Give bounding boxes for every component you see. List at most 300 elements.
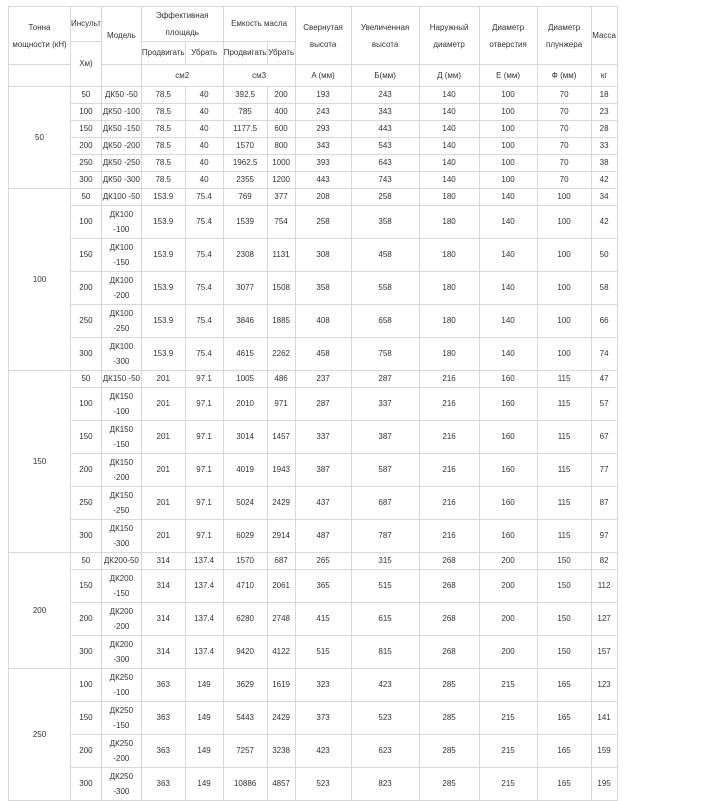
spec-table-body	[9, 87, 618, 801]
area-retract-cell: 40	[185, 138, 223, 155]
bore-diameter-cell: 140	[479, 305, 537, 338]
area-extend-cell: 201	[141, 371, 185, 388]
weight-cell: 74	[591, 338, 617, 371]
plunger-diameter-cell: 150	[537, 603, 591, 636]
area-retract-cell: 149	[185, 735, 223, 768]
header-tonnage: Тонна мощности (кН)	[9, 7, 71, 65]
unit-weight: кг	[591, 65, 617, 87]
weight-cell: 38	[591, 155, 617, 172]
oil-extend-cell: 4710	[223, 570, 267, 603]
plunger-diameter-cell: 115	[537, 371, 591, 388]
oil-retract-cell: 1619	[267, 669, 295, 702]
weight-cell: 66	[591, 305, 617, 338]
stroke-cell: 200	[71, 138, 102, 155]
header-stroke: Инсульт	[71, 7, 102, 42]
area-extend-cell: 314	[141, 553, 185, 570]
oil-retract-cell: 2061	[267, 570, 295, 603]
header-collapsed-height: Свернутая высота	[295, 7, 351, 65]
area-retract-cell: 75.4	[185, 305, 223, 338]
model-cell: ДК100 -300	[101, 338, 141, 371]
outer-diameter-cell: 180	[419, 206, 479, 239]
table-row	[9, 735, 618, 768]
area-retract-cell: 137.4	[185, 603, 223, 636]
area-retract-cell: 75.4	[185, 272, 223, 305]
oil-extend-cell: 5024	[223, 487, 267, 520]
plunger-diameter-cell: 115	[537, 454, 591, 487]
stroke-cell: 150	[71, 570, 102, 603]
area-extend-cell: 314	[141, 636, 185, 669]
unit-tonnage	[9, 65, 71, 87]
collapsed-height-cell: 265	[295, 553, 351, 570]
plunger-diameter-cell: 100	[537, 305, 591, 338]
extended-height-cell: 287	[351, 371, 419, 388]
oil-retract-cell: 1457	[267, 421, 295, 454]
collapsed-height-cell: 208	[295, 189, 351, 206]
unit-outer: Д (мм)	[419, 65, 479, 87]
outer-diameter-cell: 216	[419, 388, 479, 421]
extended-height-cell: 458	[351, 239, 419, 272]
header-outer-diameter: Наружный диаметр	[419, 7, 479, 65]
weight-cell: 195	[591, 768, 617, 801]
plunger-diameter-cell: 70	[537, 172, 591, 189]
tonnage-cell: 150	[9, 371, 71, 553]
area-retract-cell: 75.4	[185, 338, 223, 371]
header-oil-retract: Убрать	[267, 42, 295, 65]
bore-diameter-cell: 140	[479, 206, 537, 239]
oil-retract-cell: 400	[267, 104, 295, 121]
collapsed-height-cell: 408	[295, 305, 351, 338]
outer-diameter-cell: 180	[419, 189, 479, 206]
bore-diameter-cell: 160	[479, 371, 537, 388]
weight-cell: 57	[591, 388, 617, 421]
oil-extend-cell: 4019	[223, 454, 267, 487]
bore-diameter-cell: 100	[479, 104, 537, 121]
model-cell: ДК50 -300	[101, 172, 141, 189]
collapsed-height-cell: 287	[295, 388, 351, 421]
tonnage-cell: 50	[9, 87, 71, 189]
extended-height-cell: 787	[351, 520, 419, 553]
outer-diameter-cell: 140	[419, 87, 479, 104]
stroke-cell: 250	[71, 487, 102, 520]
oil-extend-cell: 3077	[223, 272, 267, 305]
area-extend-cell: 153.9	[141, 206, 185, 239]
oil-extend-cell: 1570	[223, 553, 267, 570]
extended-height-cell: 337	[351, 388, 419, 421]
plunger-diameter-cell: 70	[537, 104, 591, 121]
tonnage-cell: 100	[9, 189, 71, 371]
weight-cell: 34	[591, 189, 617, 206]
oil-extend-cell: 1962.5	[223, 155, 267, 172]
oil-extend-cell: 6029	[223, 520, 267, 553]
area-extend-cell: 363	[141, 669, 185, 702]
oil-extend-cell: 2355	[223, 172, 267, 189]
area-extend-cell: 153.9	[141, 338, 185, 371]
area-extend-cell: 363	[141, 702, 185, 735]
oil-extend-cell: 3846	[223, 305, 267, 338]
outer-diameter-cell: 268	[419, 570, 479, 603]
weight-cell: 82	[591, 553, 617, 570]
tonnage-cell: 200	[9, 553, 71, 669]
stroke-cell: 300	[71, 172, 102, 189]
outer-diameter-cell: 268	[419, 553, 479, 570]
plunger-diameter-cell: 115	[537, 520, 591, 553]
oil-extend-cell: 1539	[223, 206, 267, 239]
oil-extend-cell: 3014	[223, 421, 267, 454]
oil-retract-cell: 1131	[267, 239, 295, 272]
bore-diameter-cell: 140	[479, 189, 537, 206]
outer-diameter-cell: 268	[419, 603, 479, 636]
area-extend-cell: 78.5	[141, 155, 185, 172]
table-row	[9, 702, 618, 735]
extended-height-cell: 623	[351, 735, 419, 768]
bore-diameter-cell: 160	[479, 421, 537, 454]
area-retract-cell: 75.4	[185, 206, 223, 239]
area-retract-cell: 97.1	[185, 388, 223, 421]
table-row	[9, 155, 618, 172]
area-extend-cell: 201	[141, 421, 185, 454]
table-row	[9, 768, 618, 801]
stroke-cell: 300	[71, 768, 102, 801]
table-row	[9, 487, 618, 520]
area-extend-cell: 78.5	[141, 172, 185, 189]
outer-diameter-cell: 285	[419, 735, 479, 768]
collapsed-height-cell: 237	[295, 371, 351, 388]
area-retract-cell: 149	[185, 768, 223, 801]
weight-cell: 112	[591, 570, 617, 603]
collapsed-height-cell: 443	[295, 172, 351, 189]
bore-diameter-cell: 160	[479, 388, 537, 421]
extended-height-cell: 658	[351, 305, 419, 338]
area-extend-cell: 201	[141, 487, 185, 520]
area-extend-cell: 363	[141, 768, 185, 801]
weight-cell: 28	[591, 121, 617, 138]
area-retract-cell: 137.4	[185, 636, 223, 669]
header-weight: Масса	[591, 7, 617, 65]
weight-cell: 23	[591, 104, 617, 121]
collapsed-height-cell: 515	[295, 636, 351, 669]
model-cell: ДК50 -250	[101, 155, 141, 172]
oil-retract-cell: 971	[267, 388, 295, 421]
collapsed-height-cell: 365	[295, 570, 351, 603]
extended-height-cell: 387	[351, 421, 419, 454]
extended-height-cell: 523	[351, 702, 419, 735]
table-row	[9, 121, 618, 138]
outer-diameter-cell: 140	[419, 155, 479, 172]
area-retract-cell: 149	[185, 702, 223, 735]
model-cell: ДК150 -200	[101, 454, 141, 487]
unit-model	[101, 65, 141, 87]
table-row	[9, 172, 618, 189]
plunger-diameter-cell: 100	[537, 272, 591, 305]
bore-diameter-cell: 160	[479, 520, 537, 553]
table-row	[9, 454, 618, 487]
outer-diameter-cell: 180	[419, 239, 479, 272]
weight-cell: 33	[591, 138, 617, 155]
collapsed-height-cell: 487	[295, 520, 351, 553]
area-retract-cell: 97.1	[185, 454, 223, 487]
unit-bore: E (мм)	[479, 65, 537, 87]
oil-extend-cell: 7257	[223, 735, 267, 768]
oil-retract-cell: 2748	[267, 603, 295, 636]
plunger-diameter-cell: 115	[537, 421, 591, 454]
model-cell: ДК100 -50	[101, 189, 141, 206]
oil-extend-cell: 769	[223, 189, 267, 206]
outer-diameter-cell: 140	[419, 104, 479, 121]
weight-cell: 87	[591, 487, 617, 520]
model-cell: ДК150 -150	[101, 421, 141, 454]
collapsed-height-cell: 523	[295, 768, 351, 801]
area-retract-cell: 40	[185, 121, 223, 138]
collapsed-height-cell: 293	[295, 121, 351, 138]
extended-height-cell: 258	[351, 189, 419, 206]
oil-retract-cell: 1000	[267, 155, 295, 172]
area-extend-cell: 78.5	[141, 104, 185, 121]
area-retract-cell: 149	[185, 669, 223, 702]
bore-diameter-cell: 215	[479, 669, 537, 702]
collapsed-height-cell: 437	[295, 487, 351, 520]
oil-retract-cell: 1943	[267, 454, 295, 487]
area-retract-cell: 97.1	[185, 371, 223, 388]
area-extend-cell: 153.9	[141, 272, 185, 305]
bore-diameter-cell: 100	[479, 121, 537, 138]
header-extended-height: Увеличенная высота	[351, 7, 419, 65]
oil-retract-cell: 800	[267, 138, 295, 155]
plunger-diameter-cell: 70	[537, 155, 591, 172]
oil-retract-cell: 754	[267, 206, 295, 239]
outer-diameter-cell: 180	[419, 338, 479, 371]
collapsed-height-cell: 343	[295, 138, 351, 155]
stroke-cell: 250	[71, 155, 102, 172]
oil-extend-cell: 2010	[223, 388, 267, 421]
area-extend-cell: 153.9	[141, 189, 185, 206]
stroke-cell: 100	[71, 388, 102, 421]
oil-retract-cell: 2429	[267, 487, 295, 520]
outer-diameter-cell: 140	[419, 138, 479, 155]
outer-diameter-cell: 140	[419, 172, 479, 189]
model-cell: ДК150 -100	[101, 388, 141, 421]
stroke-cell: 50	[71, 553, 102, 570]
oil-extend-cell: 4615	[223, 338, 267, 371]
table-row	[9, 305, 618, 338]
model-cell: ДК150 -50	[101, 371, 141, 388]
model-cell: ДК50 -200	[101, 138, 141, 155]
weight-cell: 50	[591, 239, 617, 272]
unit-collapsed: A (мм)	[295, 65, 351, 87]
area-extend-cell: 153.9	[141, 305, 185, 338]
extended-height-cell: 758	[351, 338, 419, 371]
weight-cell: 42	[591, 206, 617, 239]
plunger-diameter-cell: 115	[537, 487, 591, 520]
table-row	[9, 104, 618, 121]
table-row	[9, 636, 618, 669]
model-cell: ДК100 -150	[101, 239, 141, 272]
bore-diameter-cell: 200	[479, 570, 537, 603]
oil-retract-cell: 1508	[267, 272, 295, 305]
bore-diameter-cell: 200	[479, 636, 537, 669]
weight-cell: 42	[591, 172, 617, 189]
stroke-cell: 100	[71, 206, 102, 239]
oil-extend-cell: 3629	[223, 669, 267, 702]
plunger-diameter-cell: 150	[537, 570, 591, 603]
collapsed-height-cell: 258	[295, 206, 351, 239]
extended-height-cell: 443	[351, 121, 419, 138]
collapsed-height-cell: 337	[295, 421, 351, 454]
bore-diameter-cell: 215	[479, 702, 537, 735]
area-extend-cell: 201	[141, 454, 185, 487]
table-row	[9, 189, 618, 206]
weight-cell: 123	[591, 669, 617, 702]
weight-cell: 127	[591, 603, 617, 636]
bore-diameter-cell: 140	[479, 272, 537, 305]
extended-height-cell: 823	[351, 768, 419, 801]
model-cell: ДК200 -150	[101, 570, 141, 603]
oil-retract-cell: 1200	[267, 172, 295, 189]
model-cell: ДК50 -150	[101, 121, 141, 138]
model-cell: ДК200-50	[101, 553, 141, 570]
oil-retract-cell: 4122	[267, 636, 295, 669]
model-cell: ДК250 -100	[101, 669, 141, 702]
extended-height-cell: 515	[351, 570, 419, 603]
weight-cell: 58	[591, 272, 617, 305]
bore-diameter-cell: 160	[479, 487, 537, 520]
header-area-extend: Продвигать	[141, 42, 185, 65]
plunger-diameter-cell: 70	[537, 138, 591, 155]
bore-diameter-cell: 200	[479, 603, 537, 636]
extended-height-cell: 243	[351, 87, 419, 104]
plunger-diameter-cell: 165	[537, 669, 591, 702]
bore-diameter-cell: 140	[479, 239, 537, 272]
model-cell: ДК250 -150	[101, 702, 141, 735]
collapsed-height-cell: 393	[295, 155, 351, 172]
table-row	[9, 603, 618, 636]
area-retract-cell: 40	[185, 87, 223, 104]
bore-diameter-cell: 100	[479, 172, 537, 189]
area-extend-cell: 78.5	[141, 138, 185, 155]
extended-height-cell: 543	[351, 138, 419, 155]
stroke-cell: 300	[71, 520, 102, 553]
collapsed-height-cell: 423	[295, 735, 351, 768]
model-cell: ДК100 -100	[101, 206, 141, 239]
model-cell: ДК250 -300	[101, 768, 141, 801]
stroke-cell: 150	[71, 702, 102, 735]
oil-extend-cell: 9420	[223, 636, 267, 669]
bore-diameter-cell: 100	[479, 87, 537, 104]
weight-cell: 157	[591, 636, 617, 669]
outer-diameter-cell: 285	[419, 669, 479, 702]
table-row	[9, 87, 618, 104]
stroke-cell: 200	[71, 454, 102, 487]
table-row	[9, 239, 618, 272]
weight-cell: 159	[591, 735, 617, 768]
table-row	[9, 421, 618, 454]
plunger-diameter-cell: 100	[537, 206, 591, 239]
oil-retract-cell: 2429	[267, 702, 295, 735]
oil-extend-cell: 5443	[223, 702, 267, 735]
area-retract-cell: 40	[185, 104, 223, 121]
weight-cell: 18	[591, 87, 617, 104]
stroke-cell: 200	[71, 603, 102, 636]
plunger-diameter-cell: 70	[537, 87, 591, 104]
weight-cell: 141	[591, 702, 617, 735]
oil-extend-cell: 2308	[223, 239, 267, 272]
stroke-cell: 150	[71, 421, 102, 454]
oil-retract-cell: 600	[267, 121, 295, 138]
stroke-cell: 250	[71, 305, 102, 338]
area-retract-cell: 137.4	[185, 570, 223, 603]
area-extend-cell: 314	[141, 570, 185, 603]
stroke-cell: 200	[71, 735, 102, 768]
extended-height-cell: 358	[351, 206, 419, 239]
oil-retract-cell: 2914	[267, 520, 295, 553]
table-row	[9, 206, 618, 239]
tonnage-cell: 250	[9, 669, 71, 801]
oil-extend-cell: 785	[223, 104, 267, 121]
collapsed-height-cell: 387	[295, 454, 351, 487]
stroke-cell: 100	[71, 669, 102, 702]
unit-area: см2	[141, 65, 223, 87]
header-model: Модель	[101, 7, 141, 65]
header-bore-diameter: Диаметр отверстия	[479, 7, 537, 65]
area-retract-cell: 40	[185, 155, 223, 172]
extended-height-cell: 587	[351, 454, 419, 487]
area-extend-cell: 78.5	[141, 121, 185, 138]
stroke-cell: 100	[71, 104, 102, 121]
plunger-diameter-cell: 100	[537, 239, 591, 272]
area-retract-cell: 137.4	[185, 553, 223, 570]
plunger-diameter-cell: 115	[537, 388, 591, 421]
oil-retract-cell: 4857	[267, 768, 295, 801]
plunger-diameter-cell: 165	[537, 768, 591, 801]
collapsed-height-cell: 308	[295, 239, 351, 272]
weight-cell: 97	[591, 520, 617, 553]
extended-height-cell: 343	[351, 104, 419, 121]
stroke-cell: 300	[71, 636, 102, 669]
outer-diameter-cell: 180	[419, 305, 479, 338]
collapsed-height-cell: 415	[295, 603, 351, 636]
outer-diameter-cell: 285	[419, 702, 479, 735]
outer-diameter-cell: 216	[419, 421, 479, 454]
model-cell: ДК150 -250	[101, 487, 141, 520]
outer-diameter-cell: 268	[419, 636, 479, 669]
area-extend-cell: 201	[141, 388, 185, 421]
spec-table	[8, 6, 618, 801]
bore-diameter-cell: 215	[479, 768, 537, 801]
weight-cell: 67	[591, 421, 617, 454]
area-extend-cell: 78.5	[141, 87, 185, 104]
table-row	[9, 138, 618, 155]
oil-retract-cell: 1885	[267, 305, 295, 338]
table-row	[9, 388, 618, 421]
area-retract-cell: 97.1	[185, 421, 223, 454]
bore-diameter-cell: 215	[479, 735, 537, 768]
extended-height-cell: 423	[351, 669, 419, 702]
collapsed-height-cell: 373	[295, 702, 351, 735]
oil-retract-cell: 486	[267, 371, 295, 388]
stroke-cell: 50	[71, 189, 102, 206]
header-oil-capacity: Емкость масла	[223, 7, 295, 42]
oil-extend-cell: 10886	[223, 768, 267, 801]
area-extend-cell: 201	[141, 520, 185, 553]
plunger-diameter-cell: 150	[537, 636, 591, 669]
collapsed-height-cell: 323	[295, 669, 351, 702]
oil-retract-cell: 687	[267, 553, 295, 570]
stroke-cell: 300	[71, 338, 102, 371]
stroke-cell: 150	[71, 239, 102, 272]
outer-diameter-cell: 216	[419, 520, 479, 553]
outer-diameter-cell: 216	[419, 487, 479, 520]
model-cell: ДК100 -200	[101, 272, 141, 305]
extended-height-cell: 815	[351, 636, 419, 669]
